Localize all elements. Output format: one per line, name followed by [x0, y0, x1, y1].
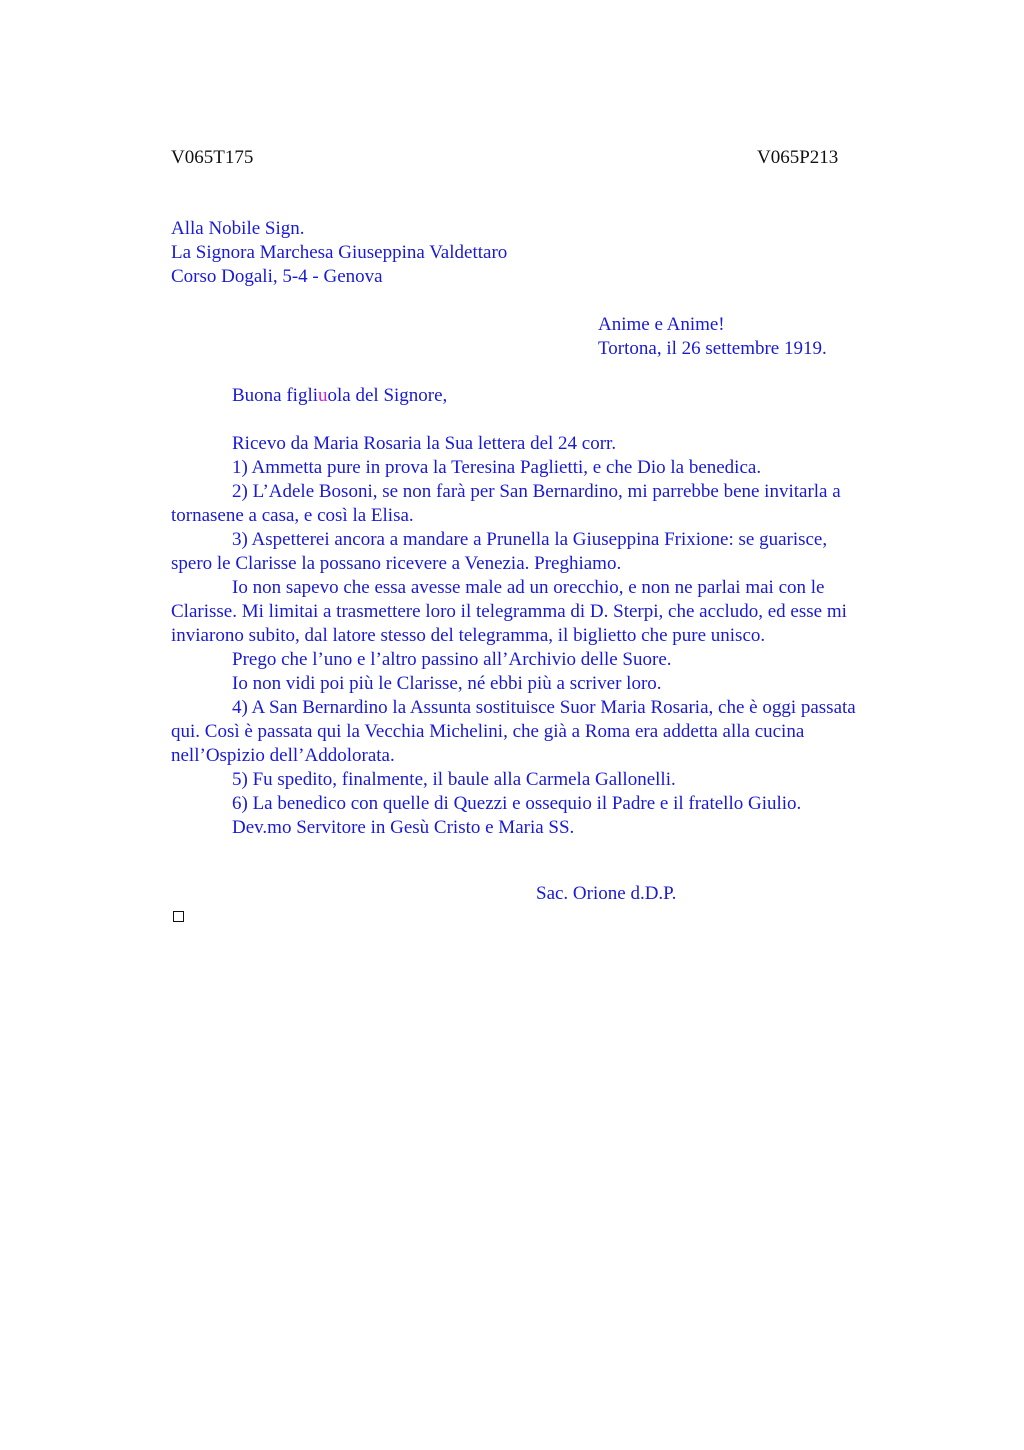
- body-line: Clarisse. Mi limitai a trasmettere loro il telegramma di D. Sterpi, che accludo, ed esse mi: [171, 601, 847, 622]
- body-line: Io non sapevo che essa avesse male ad un orecchio, e non ne parlai mai con le: [232, 577, 825, 598]
- recipient-address: [171, 217, 507, 289]
- body-line: 4) A San Bernardino la Assunta sostituisce Suor Maria Rosaria, che è oggi passata: [232, 697, 856, 718]
- body-line: qui. Così è passata qui la Vecchia Michelini, che già a Roma era addetta alla cucina: [171, 721, 805, 742]
- body-line: Io non vidi poi più le Clarisse, né ebbi più a scriver loro.: [232, 673, 662, 694]
- salutation-text-after: ola del Signore,: [327, 385, 448, 406]
- checkbox-icon: [173, 911, 184, 922]
- body-line: Ricevo da Maria Rosaria la Sua lettera del 24 corr.: [232, 433, 617, 454]
- body-line: 3) Aspetterei ancora a mandare a Prunella la Giuseppina Frixione: se guarisce,: [232, 529, 828, 550]
- salutation-text-before: Buona figli: [232, 385, 319, 406]
- body-line: Dev.mo Servitore in Gesù Cristo e Maria SS.: [232, 817, 575, 838]
- body-line: inviarono subito, dal latore stesso del telegramma, il biglietto che pure unisco.: [171, 625, 766, 646]
- document-code-left: V065T175: [171, 147, 254, 168]
- signature: Sac. Orione d.D.P.: [536, 883, 677, 904]
- document-code-right: V065P213: [757, 147, 839, 168]
- body-line: 2) L’Adele Bosoni, se non farà per San Bernardino, mi parrebbe bene invitarla a: [232, 481, 841, 502]
- letter-body: [171, 432, 856, 840]
- body-line: 6) La benedico con quelle di Quezzi e ossequio il Padre e il fratello Giulio.: [232, 793, 802, 814]
- salutation-highlight: u: [318, 385, 328, 406]
- body-line: nell’Ospizio dell’Addolorata.: [171, 745, 395, 766]
- body-line: Prego che l’uno e l’altro passino all’Archivio delle Suore.: [232, 649, 672, 670]
- body-line: 1) Ammetta pure in prova la Teresina Paglietti, e che Dio la benedica.: [232, 457, 762, 478]
- motto: Anime e Anime!: [598, 314, 725, 335]
- address-line: La Signora Marchesa Giuseppina Valdettaro: [171, 242, 508, 263]
- salutation: [232, 385, 447, 407]
- body-line: 5) Fu spedito, finalmente, il baule alla Carmela Gallonelli.: [232, 769, 676, 790]
- place-date-block: [598, 313, 827, 361]
- address-line: Corso Dogali, 5-4 - Genova: [171, 266, 383, 287]
- place-date: Tortona, il 26 settembre 1919.: [598, 338, 827, 359]
- body-line: spero le Clarisse la possano ricevere a Venezia. Preghiamo.: [171, 553, 622, 574]
- body-line: tornasene a casa, e così la Elisa.: [171, 505, 414, 526]
- address-line: Alla Nobile Sign.: [171, 218, 305, 239]
